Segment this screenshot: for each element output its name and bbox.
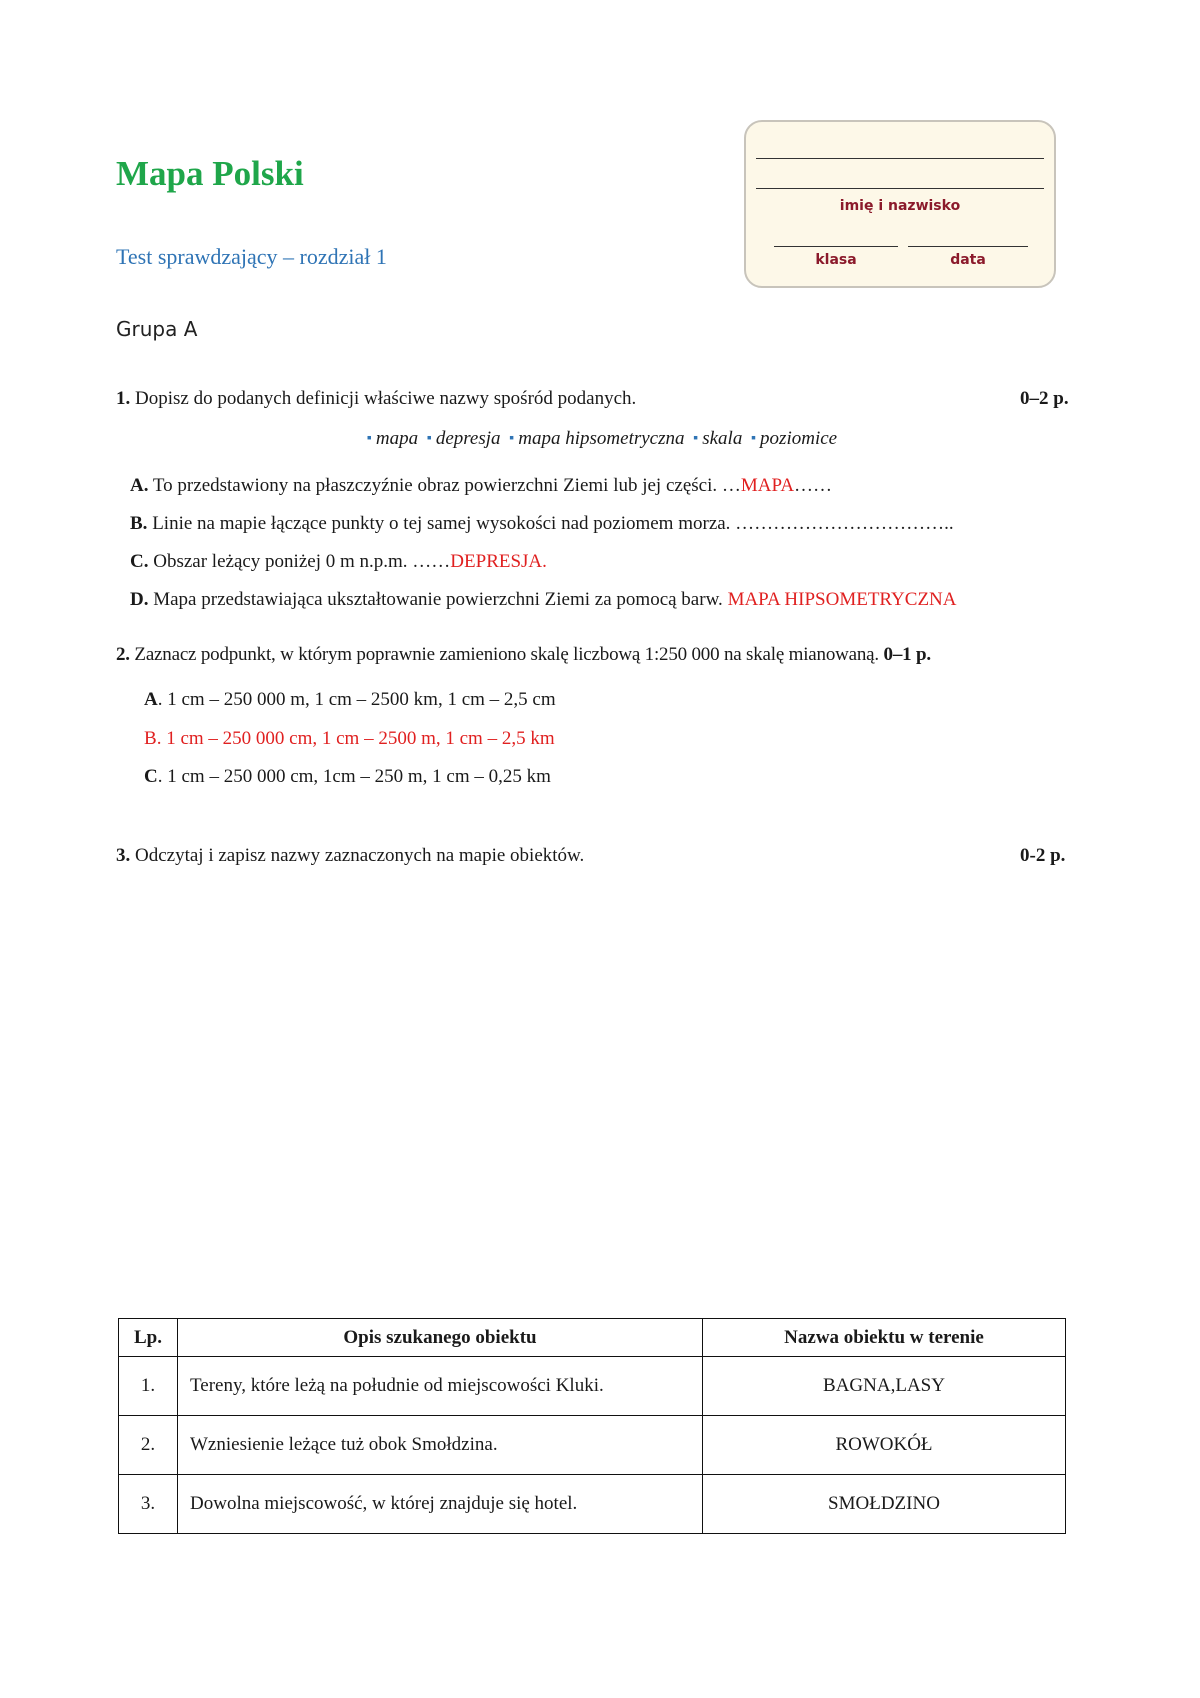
page-title: Mapa Polski xyxy=(116,154,304,193)
question-1-points: 0–2 p. xyxy=(1020,388,1069,409)
table-cell-answer: SMOŁDZINO xyxy=(703,1475,1066,1534)
question-1-item-a xyxy=(130,475,832,498)
question-3 xyxy=(116,845,584,868)
table-row xyxy=(119,1475,1066,1534)
word-bank xyxy=(0,428,1200,450)
table-cell-lp: 3. xyxy=(119,1475,178,1534)
table-cell-answer: BAGNA,LASY xyxy=(703,1357,1066,1416)
option-text: . 1 cm – 250 000 cm, 1cm – 250 m, 1 cm – 0,25 km xyxy=(157,766,551,787)
name-label: imię i nazwisko xyxy=(839,198,961,214)
name-line-1 xyxy=(756,158,1044,159)
group-label: Grupa A xyxy=(116,317,198,341)
option-text: . 1 cm – 250 000 m, 1 cm – 2500 km, 1 cm – 2,5 cm xyxy=(157,689,556,710)
item-text: To przedstawiony na płaszczyźnie obraz powierzchni Ziemi lub jej części. … xyxy=(152,475,741,496)
word-bank-item: mapa xyxy=(375,428,419,449)
word-bank-item: skala xyxy=(702,428,743,449)
item-trail: …… xyxy=(794,475,833,496)
date-label: data xyxy=(950,252,986,268)
question-1-item-b xyxy=(130,513,954,536)
question-1-item-c xyxy=(130,551,547,574)
table-header-name: Nazwa obiektu w terenie xyxy=(703,1319,1066,1357)
name-card xyxy=(744,120,1056,288)
question-3-points: 0-2 p. xyxy=(1020,845,1066,866)
question-2-option-c xyxy=(144,766,551,789)
option-letter: C xyxy=(144,766,158,787)
question-3-number: 3. xyxy=(116,845,131,866)
item-letter: A. xyxy=(130,475,149,496)
class-label: klasa xyxy=(815,252,857,268)
item-text: Linie na mapie łączące punkty o tej samej wysokości nad poziomem morza. …………………………….. xyxy=(152,513,954,534)
option-text: . 1 cm – 250 000 cm, 1 cm – 2500 m, 1 cm – 2,5 km xyxy=(156,728,555,749)
table-row xyxy=(119,1416,1066,1475)
table-cell-lp: 2. xyxy=(119,1416,178,1475)
item-answer: MAPA HIPSOMETRYCZNA xyxy=(727,589,957,610)
item-letter: D. xyxy=(130,589,149,610)
question-2-option-b xyxy=(144,728,555,751)
word-bank-item: depresja xyxy=(435,428,501,449)
name-line-2 xyxy=(756,188,1044,189)
question-1-number: 1. xyxy=(116,388,131,409)
item-answer: MAPA xyxy=(740,475,795,496)
class-line xyxy=(774,246,898,247)
question-2-option-a xyxy=(144,689,556,712)
table-cell-answer: ROWOKÓŁ xyxy=(703,1416,1066,1475)
table-cell-lp: 1. xyxy=(119,1357,178,1416)
bullet-icon: ▪ xyxy=(426,431,432,446)
table-header-lp: Lp. xyxy=(119,1319,178,1357)
question-2-number: 2. xyxy=(116,644,130,665)
question-1-item-d xyxy=(130,589,957,612)
word-bank-item: poziomice xyxy=(760,428,838,449)
table-row xyxy=(119,1357,1066,1416)
table-cell-description: Wzniesienie leżące tuż obok Smołdzina. xyxy=(178,1416,703,1475)
word-bank-item: mapa hipsometryczna xyxy=(518,428,685,449)
date-line xyxy=(908,246,1028,247)
option-letter: A xyxy=(144,689,158,710)
item-letter: B. xyxy=(130,513,148,534)
question-2 xyxy=(116,644,931,667)
item-answer: DEPRESJA. xyxy=(450,551,547,572)
bullet-icon: ▪ xyxy=(693,431,699,446)
table-cell-description: Dowolna miejscowość, w której znajduje się hotel. xyxy=(178,1475,703,1534)
table-cell-description: Tereny, które leżą na południe od miejscowości Kluki. xyxy=(178,1357,703,1416)
page-subtitle: Test sprawdzający – rozdział 1 xyxy=(116,244,387,269)
option-letter: B xyxy=(144,728,157,749)
bullet-icon: ▪ xyxy=(366,431,372,446)
question-2-points: 0–1 p. xyxy=(883,644,931,665)
answer-table xyxy=(118,1318,1066,1534)
item-letter: C. xyxy=(130,551,149,572)
bullet-icon: ▪ xyxy=(751,431,757,446)
question-3-text: Odczytaj i zapisz nazwy zaznaczonych na mapie obiektów. xyxy=(135,845,585,866)
item-text: Mapa przedstawiająca ukształtowanie powierzchni Ziemi za pomocą barw. xyxy=(153,589,728,610)
table-header-description: Opis szukanego obiektu xyxy=(178,1319,703,1357)
question-1-text: Dopisz do podanych definicji właściwe nazwy spośród podanych. xyxy=(135,388,637,409)
item-text: Obszar leżący poniżej 0 m n.p.m. …… xyxy=(153,551,451,572)
question-1 xyxy=(116,388,636,411)
table-header-row xyxy=(119,1319,1066,1357)
bullet-icon: ▪ xyxy=(509,431,515,446)
question-2-text: Zaznacz podpunkt, w którym poprawnie zamieniono skalę liczbową 1:250 000 na skalę mianowaną. xyxy=(134,644,879,665)
